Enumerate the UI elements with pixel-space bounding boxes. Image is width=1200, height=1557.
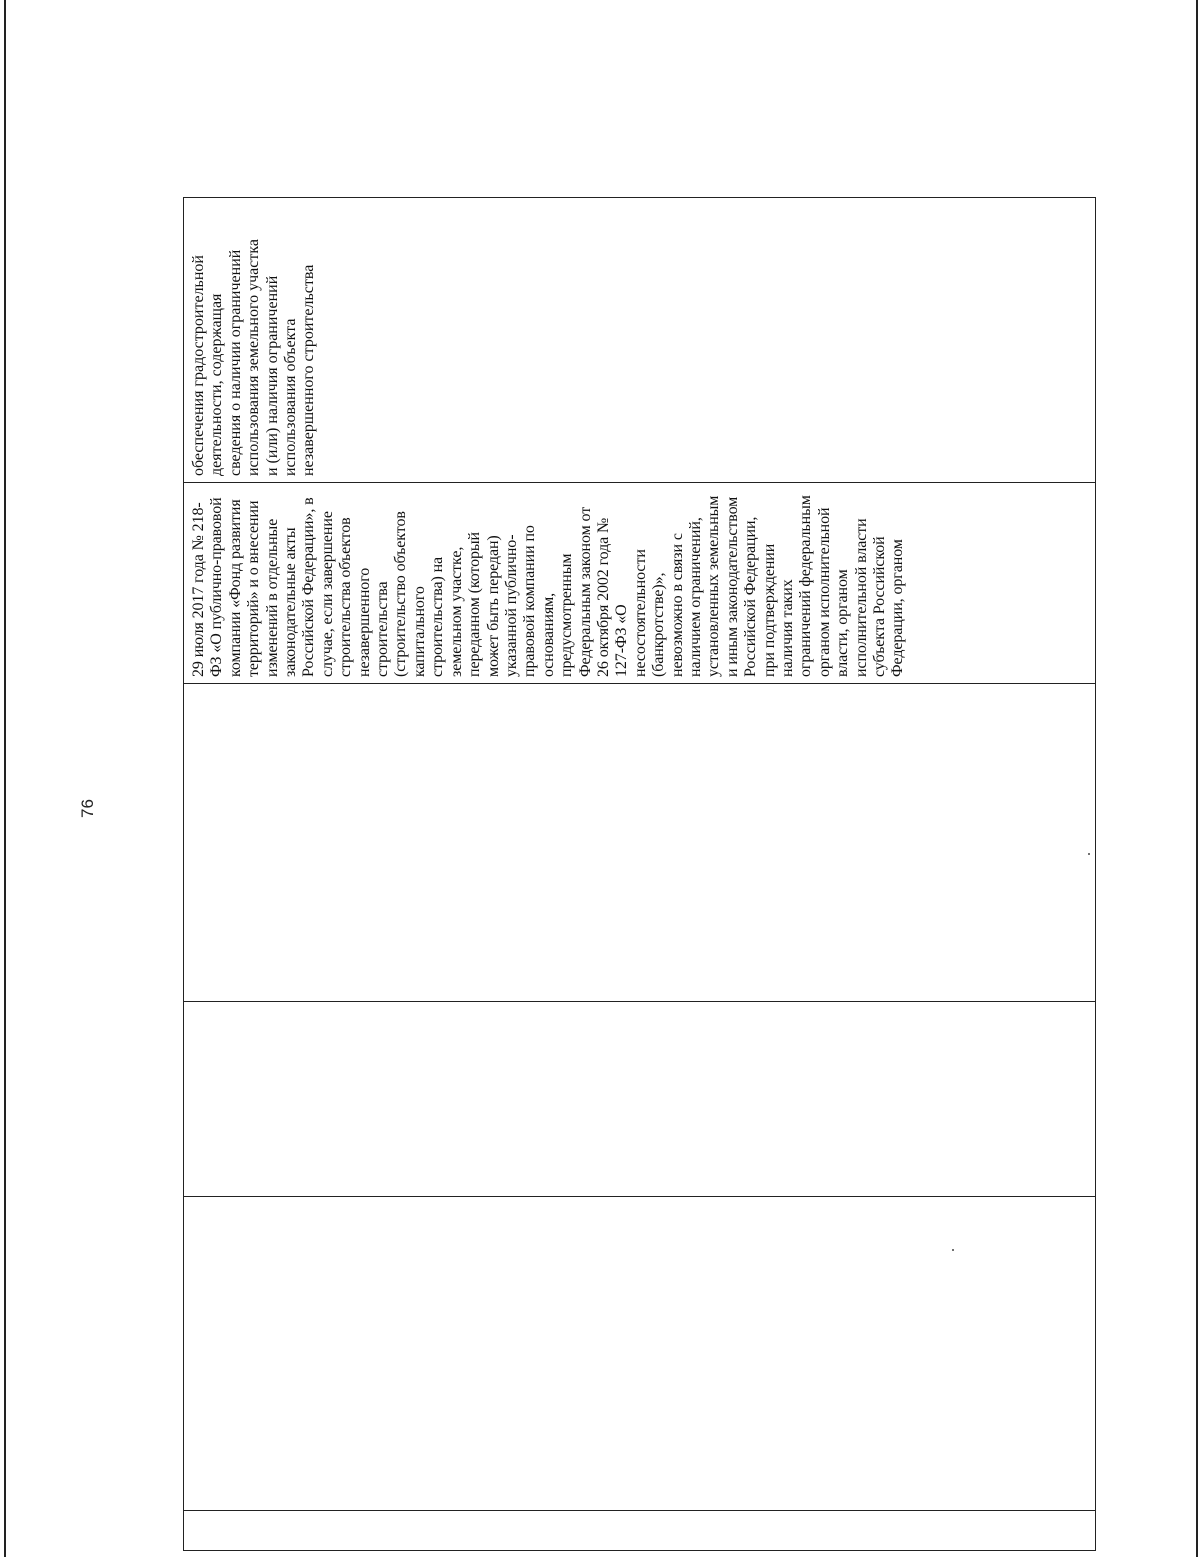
legal-basis-text bbox=[190, 487, 908, 677]
text-line: предусмотренным bbox=[558, 553, 576, 677]
table-cell-blank bbox=[184, 1511, 1096, 1551]
text-line: исполнительной власти bbox=[852, 518, 870, 677]
text-line: случае, если завершение bbox=[318, 511, 336, 677]
text-line: земельном участке, bbox=[447, 546, 465, 677]
text-line: 29 июля 2017 года № 218- bbox=[190, 502, 207, 677]
text-line: Российской Федерации», в bbox=[300, 497, 318, 677]
text-line: органом исполнительной bbox=[815, 507, 833, 677]
text-line: законодательные акты bbox=[282, 527, 300, 677]
page-left-edge bbox=[4, 0, 6, 1557]
text-line: 127-ФЗ «О bbox=[613, 604, 631, 677]
text-line: обеспечения градостроительной bbox=[190, 255, 207, 476]
text-line: ФЗ «О публично-правовой bbox=[208, 497, 226, 677]
text-line: переданном (который bbox=[466, 531, 484, 677]
table-cell-document-info bbox=[184, 198, 1096, 483]
text-line: основаниям, bbox=[539, 592, 557, 677]
regulation-table bbox=[183, 197, 1096, 1551]
text-line: наличия таких bbox=[779, 579, 796, 677]
text-line: изменений в отдельные bbox=[263, 518, 281, 677]
text-line: (банкротстве)», bbox=[650, 572, 668, 677]
text-line: субъекта Российской bbox=[871, 536, 889, 677]
text-line: деятельности, содержащая bbox=[208, 293, 226, 476]
text-line: 26 октября 2002 года № bbox=[594, 517, 612, 677]
text-line: власти, органом bbox=[834, 569, 852, 677]
regulation-table-rotated bbox=[183, 198, 1096, 1551]
page-number: 76 bbox=[78, 799, 97, 818]
text-line: капитального bbox=[410, 586, 428, 677]
text-line: и иным законодательством bbox=[723, 496, 741, 677]
text-line: установленных земельным bbox=[705, 495, 723, 677]
table-row bbox=[184, 198, 1096, 1551]
table-cell-col3 bbox=[184, 684, 1096, 1002]
text-line: может быть передан) bbox=[484, 535, 502, 677]
table-cell-legal-basis bbox=[184, 483, 1096, 684]
text-line: Федеральным законом от bbox=[576, 506, 594, 677]
table-cell-col2 bbox=[184, 1002, 1096, 1197]
text-line: компании «Фонд развития bbox=[226, 499, 244, 677]
text-line: правовой компании по bbox=[521, 525, 539, 677]
text-line: наличием ограничений, bbox=[686, 517, 704, 677]
text-line: строительства bbox=[374, 581, 392, 677]
text-line: строительства объектов bbox=[337, 517, 355, 677]
text-line: сведения о наличии ограничений bbox=[226, 249, 244, 476]
page-right-edge bbox=[1196, 0, 1198, 1557]
text-line: невозможно в связи с bbox=[668, 533, 686, 677]
text-line: Федерации, органом bbox=[889, 539, 907, 677]
text-line: использования земельного участка bbox=[245, 239, 263, 476]
document-info-text bbox=[190, 202, 319, 476]
text-line: и (или) наличия ограничений bbox=[263, 275, 281, 476]
text-line: (строительство объектов bbox=[392, 511, 410, 677]
text-line: ограничений федеральным bbox=[797, 495, 815, 677]
table-cell-col1 bbox=[184, 1197, 1096, 1511]
text-line: строительства) на bbox=[429, 556, 447, 677]
text-line: указанной публично- bbox=[502, 534, 520, 677]
text-line: Российской Федерации, bbox=[742, 516, 760, 677]
text-line: незавершенного bbox=[355, 567, 373, 677]
text-line: использования объекта bbox=[282, 318, 300, 476]
text-line: при подтверждении bbox=[760, 543, 778, 677]
text-line: незавершенного строительства bbox=[300, 264, 318, 476]
text-line: территорий» и о внесении bbox=[245, 500, 263, 677]
text-line: несостоятельности bbox=[631, 549, 649, 677]
